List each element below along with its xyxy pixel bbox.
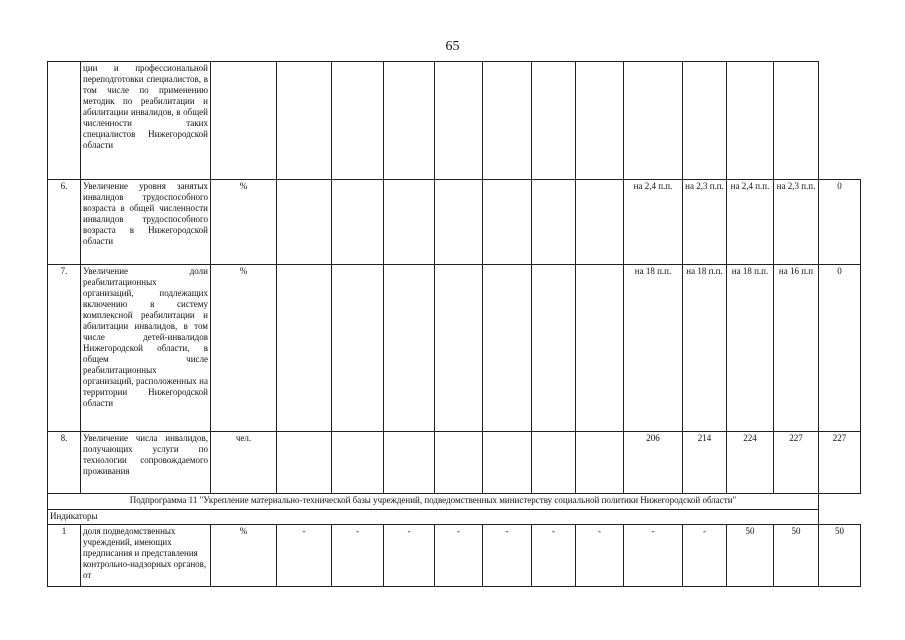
value-cell xyxy=(532,180,576,265)
value-cell xyxy=(332,62,384,180)
value-cell xyxy=(576,180,624,265)
value-cell xyxy=(277,432,332,494)
value-cell xyxy=(384,62,435,180)
indicator-name-cell: доля подведомственных учреждений, имеющих предписания и представления контрольно-надзорных органов, от xyxy=(81,525,211,587)
value-cell: - xyxy=(332,525,384,587)
value-cell xyxy=(384,432,435,494)
value-cell xyxy=(483,62,532,180)
value-cell: 224 xyxy=(727,432,774,494)
value-cell xyxy=(277,265,332,432)
table-row xyxy=(48,432,861,494)
value-cell: - xyxy=(532,525,576,587)
value-cell: - xyxy=(277,525,332,587)
indicator-name-cell: Увеличение числа инвалидов, получающих услуги по технологии сопровождаемого проживания xyxy=(81,432,211,494)
value-cell xyxy=(435,265,483,432)
indicator-name-cell: Увеличение доли реабилитационных организаций, подлежащих включению в систему комплексной реабилитации и абилитации инвалидов, в том числе детей-инвалидов Нижегородской области, в общем числе реабилитационных организаций, расположенных на территории Нижегородской области xyxy=(81,265,211,432)
value-cell: на 2,3 п.п. xyxy=(774,180,819,265)
unit-cell: чел. xyxy=(211,432,277,494)
table-row xyxy=(48,265,861,432)
value-cell xyxy=(384,180,435,265)
value-cell: 214 xyxy=(683,432,727,494)
value-cell: на 16 п.п xyxy=(774,265,819,432)
value-cell: на 2,4 п.п. xyxy=(727,180,774,265)
value-cell xyxy=(277,180,332,265)
value-cell xyxy=(435,62,483,180)
value-cell: 0 xyxy=(819,180,861,265)
subprogram-row xyxy=(48,494,861,510)
row-number-cell: 1 xyxy=(48,525,81,587)
value-cell xyxy=(483,432,532,494)
value-cell xyxy=(384,265,435,432)
value-cell: на 2,4 п.п. xyxy=(624,180,683,265)
section-row xyxy=(48,510,861,525)
table-row xyxy=(48,62,861,180)
value-cell: на 18 п.п. xyxy=(727,265,774,432)
value-cell xyxy=(332,432,384,494)
value-cell xyxy=(532,265,576,432)
value-cell: - xyxy=(483,525,532,587)
section-label: Индикаторы xyxy=(48,510,819,525)
subprogram-title: Подпрограмма 11 "Укрепление материально-технической базы учреждений, подведомственных министерству социальной политики Нижегородской области" xyxy=(48,494,819,510)
value-cell: - xyxy=(683,525,727,587)
value-cell: - xyxy=(624,525,683,587)
value-cell xyxy=(532,62,576,180)
value-cell: - xyxy=(384,525,435,587)
value-cell xyxy=(683,62,727,180)
value-cell xyxy=(774,62,819,180)
value-cell: 50 xyxy=(727,525,774,587)
unit-cell: % xyxy=(211,525,277,587)
row-number-cell: 8. xyxy=(48,432,81,494)
value-cell xyxy=(483,265,532,432)
value-cell: на 18 п.п. xyxy=(624,265,683,432)
value-cell xyxy=(435,432,483,494)
row-number-cell xyxy=(48,62,81,180)
value-cell xyxy=(576,265,624,432)
value-cell xyxy=(483,180,532,265)
indicator-name-cell: ции и профессиональной переподготовки специалистов, в том числе по применению методик по реабилитации и абилитации инвалидов, в общей численности таких специалистов Нижегородской области xyxy=(81,62,211,180)
page-number: 65 xyxy=(445,39,460,54)
value-cell xyxy=(576,432,624,494)
table-row xyxy=(48,180,861,265)
value-cell: 50 xyxy=(774,525,819,587)
value-cell xyxy=(624,62,683,180)
table-row xyxy=(48,525,861,587)
value-cell: - xyxy=(576,525,624,587)
indicators-table xyxy=(47,61,861,587)
unit-cell: % xyxy=(211,265,277,432)
value-cell: на 2,3 п.п. xyxy=(683,180,727,265)
value-cell xyxy=(727,62,774,180)
value-cell xyxy=(332,180,384,265)
value-cell: 227 xyxy=(774,432,819,494)
value-cell xyxy=(576,62,624,180)
value-cell: - xyxy=(435,525,483,587)
value-cell xyxy=(277,62,332,180)
value-cell: на 18 п.п. xyxy=(683,265,727,432)
value-cell: 206 xyxy=(624,432,683,494)
value-cell: 227 xyxy=(819,432,861,494)
value-cell: 50 xyxy=(819,525,861,587)
row-number-cell: 7. xyxy=(48,265,81,432)
value-cell xyxy=(532,432,576,494)
value-cell xyxy=(435,180,483,265)
value-cell: 0 xyxy=(819,265,861,432)
row-number-cell: 6. xyxy=(48,180,81,265)
indicator-name-cell: Увеличение уровня занятых инвалидов трудоспособного возраста в общей численности инвалидов трудоспособного возраста в Нижегородской области xyxy=(81,180,211,265)
unit-cell: % xyxy=(211,180,277,265)
unit-cell xyxy=(211,62,277,180)
value-cell xyxy=(332,265,384,432)
